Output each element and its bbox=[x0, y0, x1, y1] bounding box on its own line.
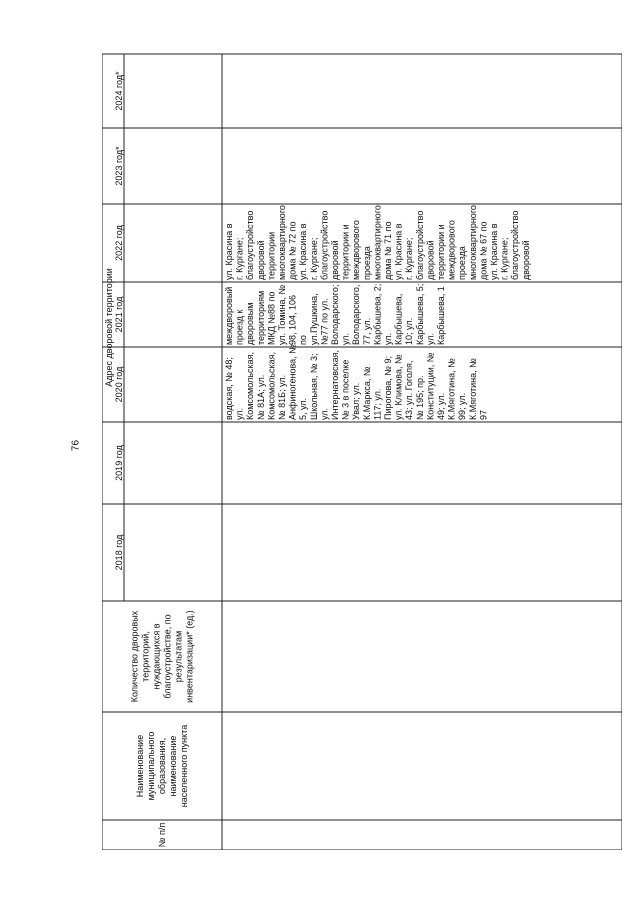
year-header-2018: 2018 год bbox=[114, 534, 124, 571]
year-header-2023: 2023 год* bbox=[114, 146, 124, 186]
year-header-2019: 2019 год bbox=[114, 445, 124, 481]
year-header-2022: 2022 год bbox=[114, 225, 124, 261]
cell-2020: водская, № 48;ул.Комсомольская,№ 81А; ул.Комсомольская,№ 81Б; ул.Анфиногенова, №5, ул.Школьная, № 3;ул.Интернатовская,№ 3 в поселкеУвал; ул.К.Маркса, №117; ул.Пирогова, № 9;ул. Климова, №43; ул. Гоголя,№ 195; пр.Конституции, №49; ул.К.Мяготина, №99; ул.К.Мяготина, №97 bbox=[224, 344, 489, 420]
year-header-2024: 2024 год* bbox=[114, 71, 124, 111]
cell-2022: ул. Красина вг. Кургане;благоустройстводворовойтерриториимногоквартирногодома № 72 поул. Красина вг. Кургане;благоустройстводворовойтерритории имеждворовогопроездамногоквартирногодома № 71 поул. Красина вг. Кургане;благоустройстводворовойтерритории имеждворовогопроездамногоквартирногодома № 67 поул. Красина вг. Кургане;благоустройстводворовой bbox=[224, 205, 531, 280]
num-header: № п/п bbox=[157, 822, 167, 848]
address-group-header: Адрес дворовой территории bbox=[104, 268, 114, 387]
year-header-2020: 2020 год bbox=[114, 366, 124, 403]
count-header: Количество дворовыхтерриторий,нуждающихся вблагоустройстве, порезультатаминвентаризации* (ед.) bbox=[129, 610, 195, 703]
cell-2021: междворовыйпроезд кдворовымтерриториямМКД №88 поул. Томина, №98, 104, 106поул.Пушкина,№77 по ул.Володарского;ул.Володарского,77, ул.Карбышева, 2;ул.Карбышева,10; ул.Карбышева, 5;ул.Карбышева, 1 bbox=[224, 283, 446, 345]
year-header-2021: 2021 год bbox=[114, 296, 124, 333]
table-text bbox=[104, 71, 531, 847]
table-svg bbox=[102, 44, 622, 850]
page-number: 76 bbox=[70, 439, 82, 452]
landscape-table bbox=[102, 44, 622, 850]
name-header: Наименованиемуниципальногообразования,наименованиенаселенного пункта bbox=[135, 724, 189, 808]
